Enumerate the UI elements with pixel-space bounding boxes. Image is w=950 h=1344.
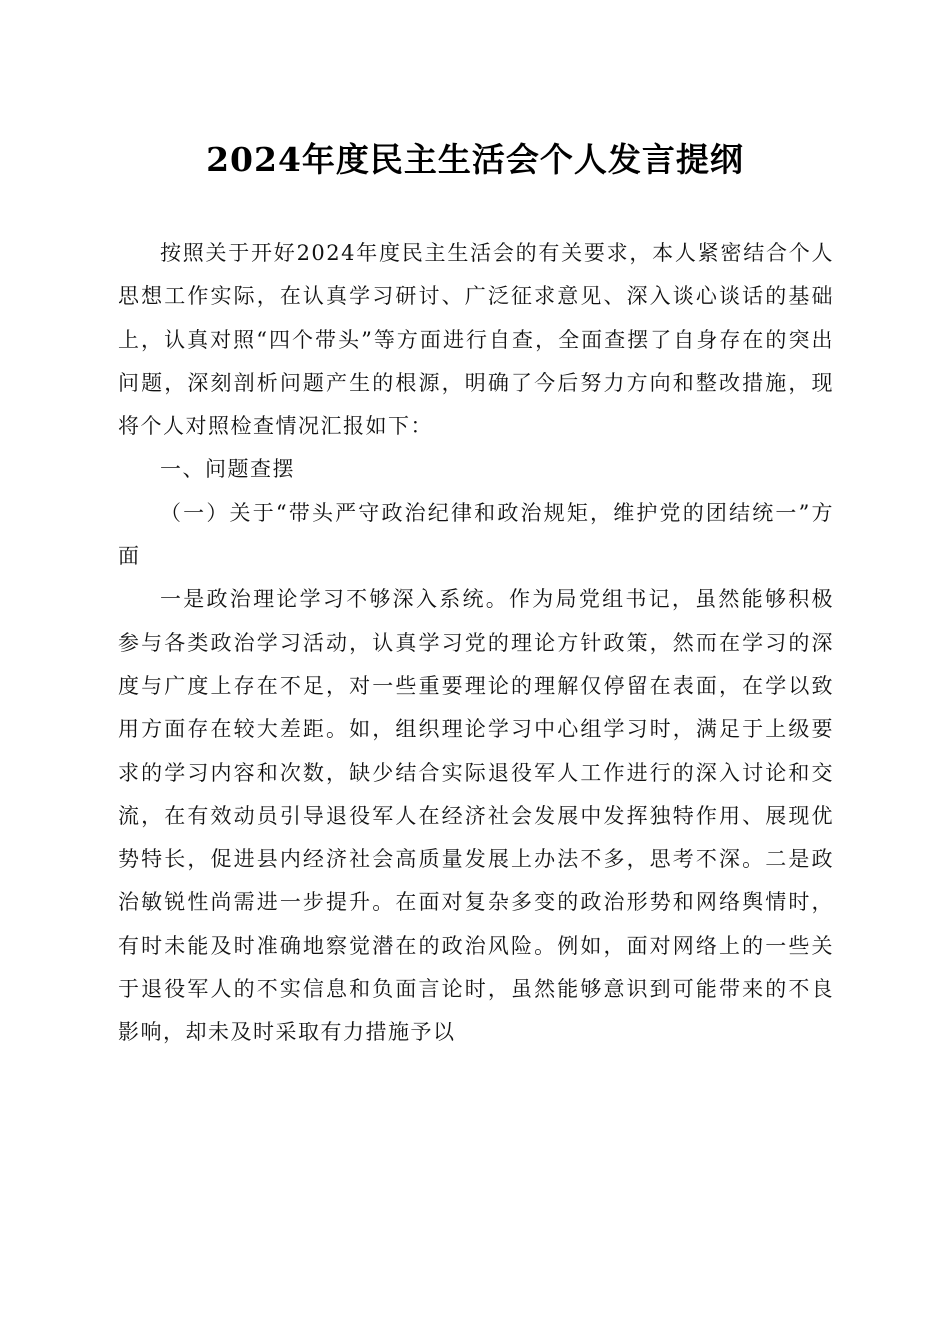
section-heading: 一、问题查摆 (160, 457, 295, 482)
body-paragraph: 一是政治理论学习不够深入系统。作为局党组书记，虽然能够积极参与各类政治学习活动，认真学习党的理论方针政策，然而在学习的深度与广度上存在不足，对一些重要理论的理解仅停留在表面，在学以致用方面存在较大差距。如，组织理论学习中心组学习时，满足于上级要求的学习内容和次数，缺少结合实际退役军人工作进行的深入讨论和交流，在有效动员引导退役军人在经济社会发展中发挥独特作用、展现优势特长，促进县内经济社会高质量发展上办法不多，思考不深。二是政治敏锐性尚需进一步提升。在面对复杂多变的政治形势和网络舆情时，有时未能及时准确地察觉潜在的政治风险。例如，面对网络上的一些关于退役军人的不实信息和负面言论时，虽然能够意识到可能带来的不良影响，却未及时采取有力措施予以 (118, 587, 834, 1045)
intro-paragraph: 按照关于开好2024年度民主生活会的有关要求，本人紧密结合个人思想工作实际，在认真学习研讨、广泛征求意见、深入谈心谈话的基础上，认真对照“四个带头”等方面进行自查，全面查摆了自身存在的突出问题，深刻剖析问题产生的根源，明确了今后努力方向和整改措施，现将个人对照检查情况汇报如下： (118, 241, 834, 439)
document-body (118, 232, 834, 1055)
document-title: 2024年度民主生活会个人发言提纲 (206, 140, 744, 179)
subsection-heading: （一）关于“带头严守政治纪律和政治规矩，维护党的团结统一”方面 (118, 500, 834, 569)
